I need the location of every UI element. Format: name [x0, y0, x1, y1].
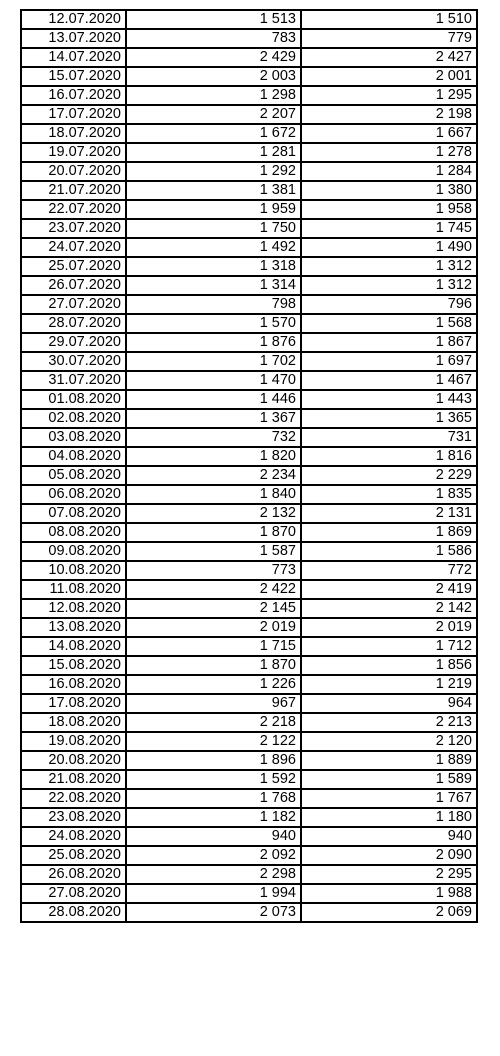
date-cell: 28.08.2020: [21, 903, 126, 922]
table-row: [21, 181, 477, 200]
value-cell-2: 1 219: [301, 675, 477, 694]
date-cell: 08.08.2020: [21, 523, 126, 542]
date-cell: 18.08.2020: [21, 713, 126, 732]
table-row: [21, 371, 477, 390]
value-cell-2: 1 889: [301, 751, 477, 770]
date-cell: 13.08.2020: [21, 618, 126, 637]
date-cell: 13.07.2020: [21, 29, 126, 48]
date-cell: 11.08.2020: [21, 580, 126, 599]
value-cell-2: 1 816: [301, 447, 477, 466]
date-cell: 30.07.2020: [21, 352, 126, 371]
date-cell: 31.07.2020: [21, 371, 126, 390]
value-cell-1: 1 492: [126, 238, 301, 257]
date-cell: 06.08.2020: [21, 485, 126, 504]
value-cell-1: 1 292: [126, 162, 301, 181]
table-row: [21, 86, 477, 105]
value-cell-2: 1 586: [301, 542, 477, 561]
date-cell: 27.08.2020: [21, 884, 126, 903]
value-cell-2: 1 697: [301, 352, 477, 371]
value-cell-1: 2 073: [126, 903, 301, 922]
date-cell: 12.07.2020: [21, 10, 126, 29]
date-cell: 28.07.2020: [21, 314, 126, 333]
date-cell: 07.08.2020: [21, 504, 126, 523]
value-cell-2: 1 443: [301, 390, 477, 409]
value-cell-1: 1 768: [126, 789, 301, 808]
table-row: [21, 48, 477, 67]
table-row: [21, 124, 477, 143]
value-cell-2: 2 001: [301, 67, 477, 86]
value-cell-1: 732: [126, 428, 301, 447]
value-cell-2: 1 856: [301, 656, 477, 675]
value-cell-2: 731: [301, 428, 477, 447]
date-cell: 16.08.2020: [21, 675, 126, 694]
value-cell-1: 2 092: [126, 846, 301, 865]
value-cell-2: 2 090: [301, 846, 477, 865]
table-row: [21, 238, 477, 257]
date-cell: 16.07.2020: [21, 86, 126, 105]
date-cell: 23.07.2020: [21, 219, 126, 238]
value-cell-2: 964: [301, 694, 477, 713]
date-cell: 22.08.2020: [21, 789, 126, 808]
table-row: [21, 542, 477, 561]
date-cell: 14.07.2020: [21, 48, 126, 67]
table-row: [21, 200, 477, 219]
value-cell-1: 1 226: [126, 675, 301, 694]
table-row: [21, 694, 477, 713]
value-cell-2: 2 229: [301, 466, 477, 485]
value-cell-1: 1 959: [126, 200, 301, 219]
date-cell: 24.07.2020: [21, 238, 126, 257]
table-row: [21, 903, 477, 922]
value-cell-1: 798: [126, 295, 301, 314]
value-cell-2: 779: [301, 29, 477, 48]
value-cell-2: 2 142: [301, 599, 477, 618]
table-row: [21, 713, 477, 732]
value-cell-2: 1 869: [301, 523, 477, 542]
value-cell-2: 772: [301, 561, 477, 580]
table-row: [21, 580, 477, 599]
value-cell-2: 1 667: [301, 124, 477, 143]
value-cell-1: 1 470: [126, 371, 301, 390]
table-row: [21, 504, 477, 523]
date-cell: 21.07.2020: [21, 181, 126, 200]
value-cell-2: 2 213: [301, 713, 477, 732]
date-cell: 27.07.2020: [21, 295, 126, 314]
table-row: [21, 808, 477, 827]
value-cell-2: 1 510: [301, 10, 477, 29]
value-cell-2: 2 198: [301, 105, 477, 124]
value-cell-1: 940: [126, 827, 301, 846]
table-row: [21, 466, 477, 485]
value-cell-2: 1 568: [301, 314, 477, 333]
value-cell-1: 2 145: [126, 599, 301, 618]
table-row: [21, 865, 477, 884]
date-cell: 29.07.2020: [21, 333, 126, 352]
table-row: [21, 789, 477, 808]
table-row: [21, 561, 477, 580]
value-cell-1: 2 234: [126, 466, 301, 485]
date-cell: 21.08.2020: [21, 770, 126, 789]
date-cell: 03.08.2020: [21, 428, 126, 447]
value-cell-2: 1 365: [301, 409, 477, 428]
value-cell-1: 2 218: [126, 713, 301, 732]
table-row: [21, 67, 477, 86]
value-cell-2: 1 835: [301, 485, 477, 504]
value-cell-1: 1 298: [126, 86, 301, 105]
table-row: [21, 314, 477, 333]
date-cell: 05.08.2020: [21, 466, 126, 485]
value-cell-2: 1 312: [301, 276, 477, 295]
date-cell: 26.08.2020: [21, 865, 126, 884]
date-cell: 20.08.2020: [21, 751, 126, 770]
value-cell-2: 1 745: [301, 219, 477, 238]
value-cell-1: 2 132: [126, 504, 301, 523]
value-cell-2: 1 278: [301, 143, 477, 162]
value-cell-2: 1 295: [301, 86, 477, 105]
value-cell-1: 1 876: [126, 333, 301, 352]
date-cell: 19.08.2020: [21, 732, 126, 751]
date-cell: 15.08.2020: [21, 656, 126, 675]
table-row: [21, 10, 477, 29]
value-cell-1: 1 672: [126, 124, 301, 143]
table-row: [21, 162, 477, 181]
date-cell: 10.08.2020: [21, 561, 126, 580]
date-cell: 09.08.2020: [21, 542, 126, 561]
table-row: [21, 827, 477, 846]
date-cell: 25.07.2020: [21, 257, 126, 276]
value-cell-1: 1 820: [126, 447, 301, 466]
value-cell-2: 1 867: [301, 333, 477, 352]
value-cell-2: 1 467: [301, 371, 477, 390]
table-row: [21, 751, 477, 770]
value-cell-1: 1 367: [126, 409, 301, 428]
value-cell-1: 2 422: [126, 580, 301, 599]
value-cell-1: 1 281: [126, 143, 301, 162]
value-cell-2: 1 988: [301, 884, 477, 903]
value-cell-1: 1 750: [126, 219, 301, 238]
value-cell-1: 2 122: [126, 732, 301, 751]
date-cell: 15.07.2020: [21, 67, 126, 86]
value-cell-2: 1 180: [301, 808, 477, 827]
table-row: [21, 219, 477, 238]
table-row: [21, 523, 477, 542]
date-cell: 23.08.2020: [21, 808, 126, 827]
table-row: [21, 485, 477, 504]
table-row: [21, 295, 477, 314]
value-cell-1: 2 003: [126, 67, 301, 86]
data-table: [20, 9, 478, 923]
table-row: [21, 29, 477, 48]
table-row: [21, 637, 477, 656]
date-cell: 20.07.2020: [21, 162, 126, 181]
value-cell-2: 1 589: [301, 770, 477, 789]
value-cell-2: 940: [301, 827, 477, 846]
value-cell-1: 1 513: [126, 10, 301, 29]
value-cell-2: 2 120: [301, 732, 477, 751]
value-cell-1: 2 019: [126, 618, 301, 637]
date-cell: 17.07.2020: [21, 105, 126, 124]
value-cell-2: 796: [301, 295, 477, 314]
value-cell-2: 1 490: [301, 238, 477, 257]
table-row: [21, 447, 477, 466]
table-row: [21, 105, 477, 124]
value-cell-1: 783: [126, 29, 301, 48]
value-cell-1: 1 570: [126, 314, 301, 333]
value-cell-2: 2 419: [301, 580, 477, 599]
date-cell: 18.07.2020: [21, 124, 126, 143]
value-cell-2: 1 380: [301, 181, 477, 200]
value-cell-1: 2 298: [126, 865, 301, 884]
value-cell-1: 1 314: [126, 276, 301, 295]
table-row: [21, 599, 477, 618]
value-cell-1: 1 592: [126, 770, 301, 789]
table-row: [21, 390, 477, 409]
date-cell: 19.07.2020: [21, 143, 126, 162]
table-row: [21, 143, 477, 162]
value-cell-1: 773: [126, 561, 301, 580]
table-row: [21, 770, 477, 789]
value-cell-2: 1 712: [301, 637, 477, 656]
value-cell-2: 2 019: [301, 618, 477, 637]
table-row: [21, 257, 477, 276]
table-body: [21, 10, 477, 922]
value-cell-1: 1 715: [126, 637, 301, 656]
value-cell-2: 2 427: [301, 48, 477, 67]
value-cell-1: 1 182: [126, 808, 301, 827]
table-row: [21, 846, 477, 865]
table-row: [21, 276, 477, 295]
table-row: [21, 618, 477, 637]
table-row: [21, 884, 477, 903]
value-cell-2: 2 131: [301, 504, 477, 523]
value-cell-2: 1 767: [301, 789, 477, 808]
value-cell-1: 1 318: [126, 257, 301, 276]
date-cell: 12.08.2020: [21, 599, 126, 618]
value-cell-2: 1 312: [301, 257, 477, 276]
value-cell-1: 1 702: [126, 352, 301, 371]
value-cell-1: 1 381: [126, 181, 301, 200]
value-cell-1: 2 429: [126, 48, 301, 67]
table-row: [21, 352, 477, 371]
date-cell: 02.08.2020: [21, 409, 126, 428]
value-cell-2: 1 958: [301, 200, 477, 219]
table-row: [21, 428, 477, 447]
date-cell: 25.08.2020: [21, 846, 126, 865]
value-cell-1: 1 896: [126, 751, 301, 770]
value-cell-2: 1 284: [301, 162, 477, 181]
date-cell: 24.08.2020: [21, 827, 126, 846]
table-row: [21, 656, 477, 675]
value-cell-1: 1 587: [126, 542, 301, 561]
table-row: [21, 675, 477, 694]
value-cell-1: 1 840: [126, 485, 301, 504]
value-cell-1: 1 870: [126, 656, 301, 675]
value-cell-1: 1 994: [126, 884, 301, 903]
date-cell: 01.08.2020: [21, 390, 126, 409]
date-cell: 22.07.2020: [21, 200, 126, 219]
value-cell-1: 1 870: [126, 523, 301, 542]
date-cell: 14.08.2020: [21, 637, 126, 656]
date-cell: 26.07.2020: [21, 276, 126, 295]
date-cell: 04.08.2020: [21, 447, 126, 466]
value-cell-1: 2 207: [126, 105, 301, 124]
value-cell-2: 2 069: [301, 903, 477, 922]
table-row: [21, 409, 477, 428]
table-row: [21, 732, 477, 751]
date-cell: 17.08.2020: [21, 694, 126, 713]
value-cell-2: 2 295: [301, 865, 477, 884]
value-cell-1: 1 446: [126, 390, 301, 409]
table-row: [21, 333, 477, 352]
value-cell-1: 967: [126, 694, 301, 713]
